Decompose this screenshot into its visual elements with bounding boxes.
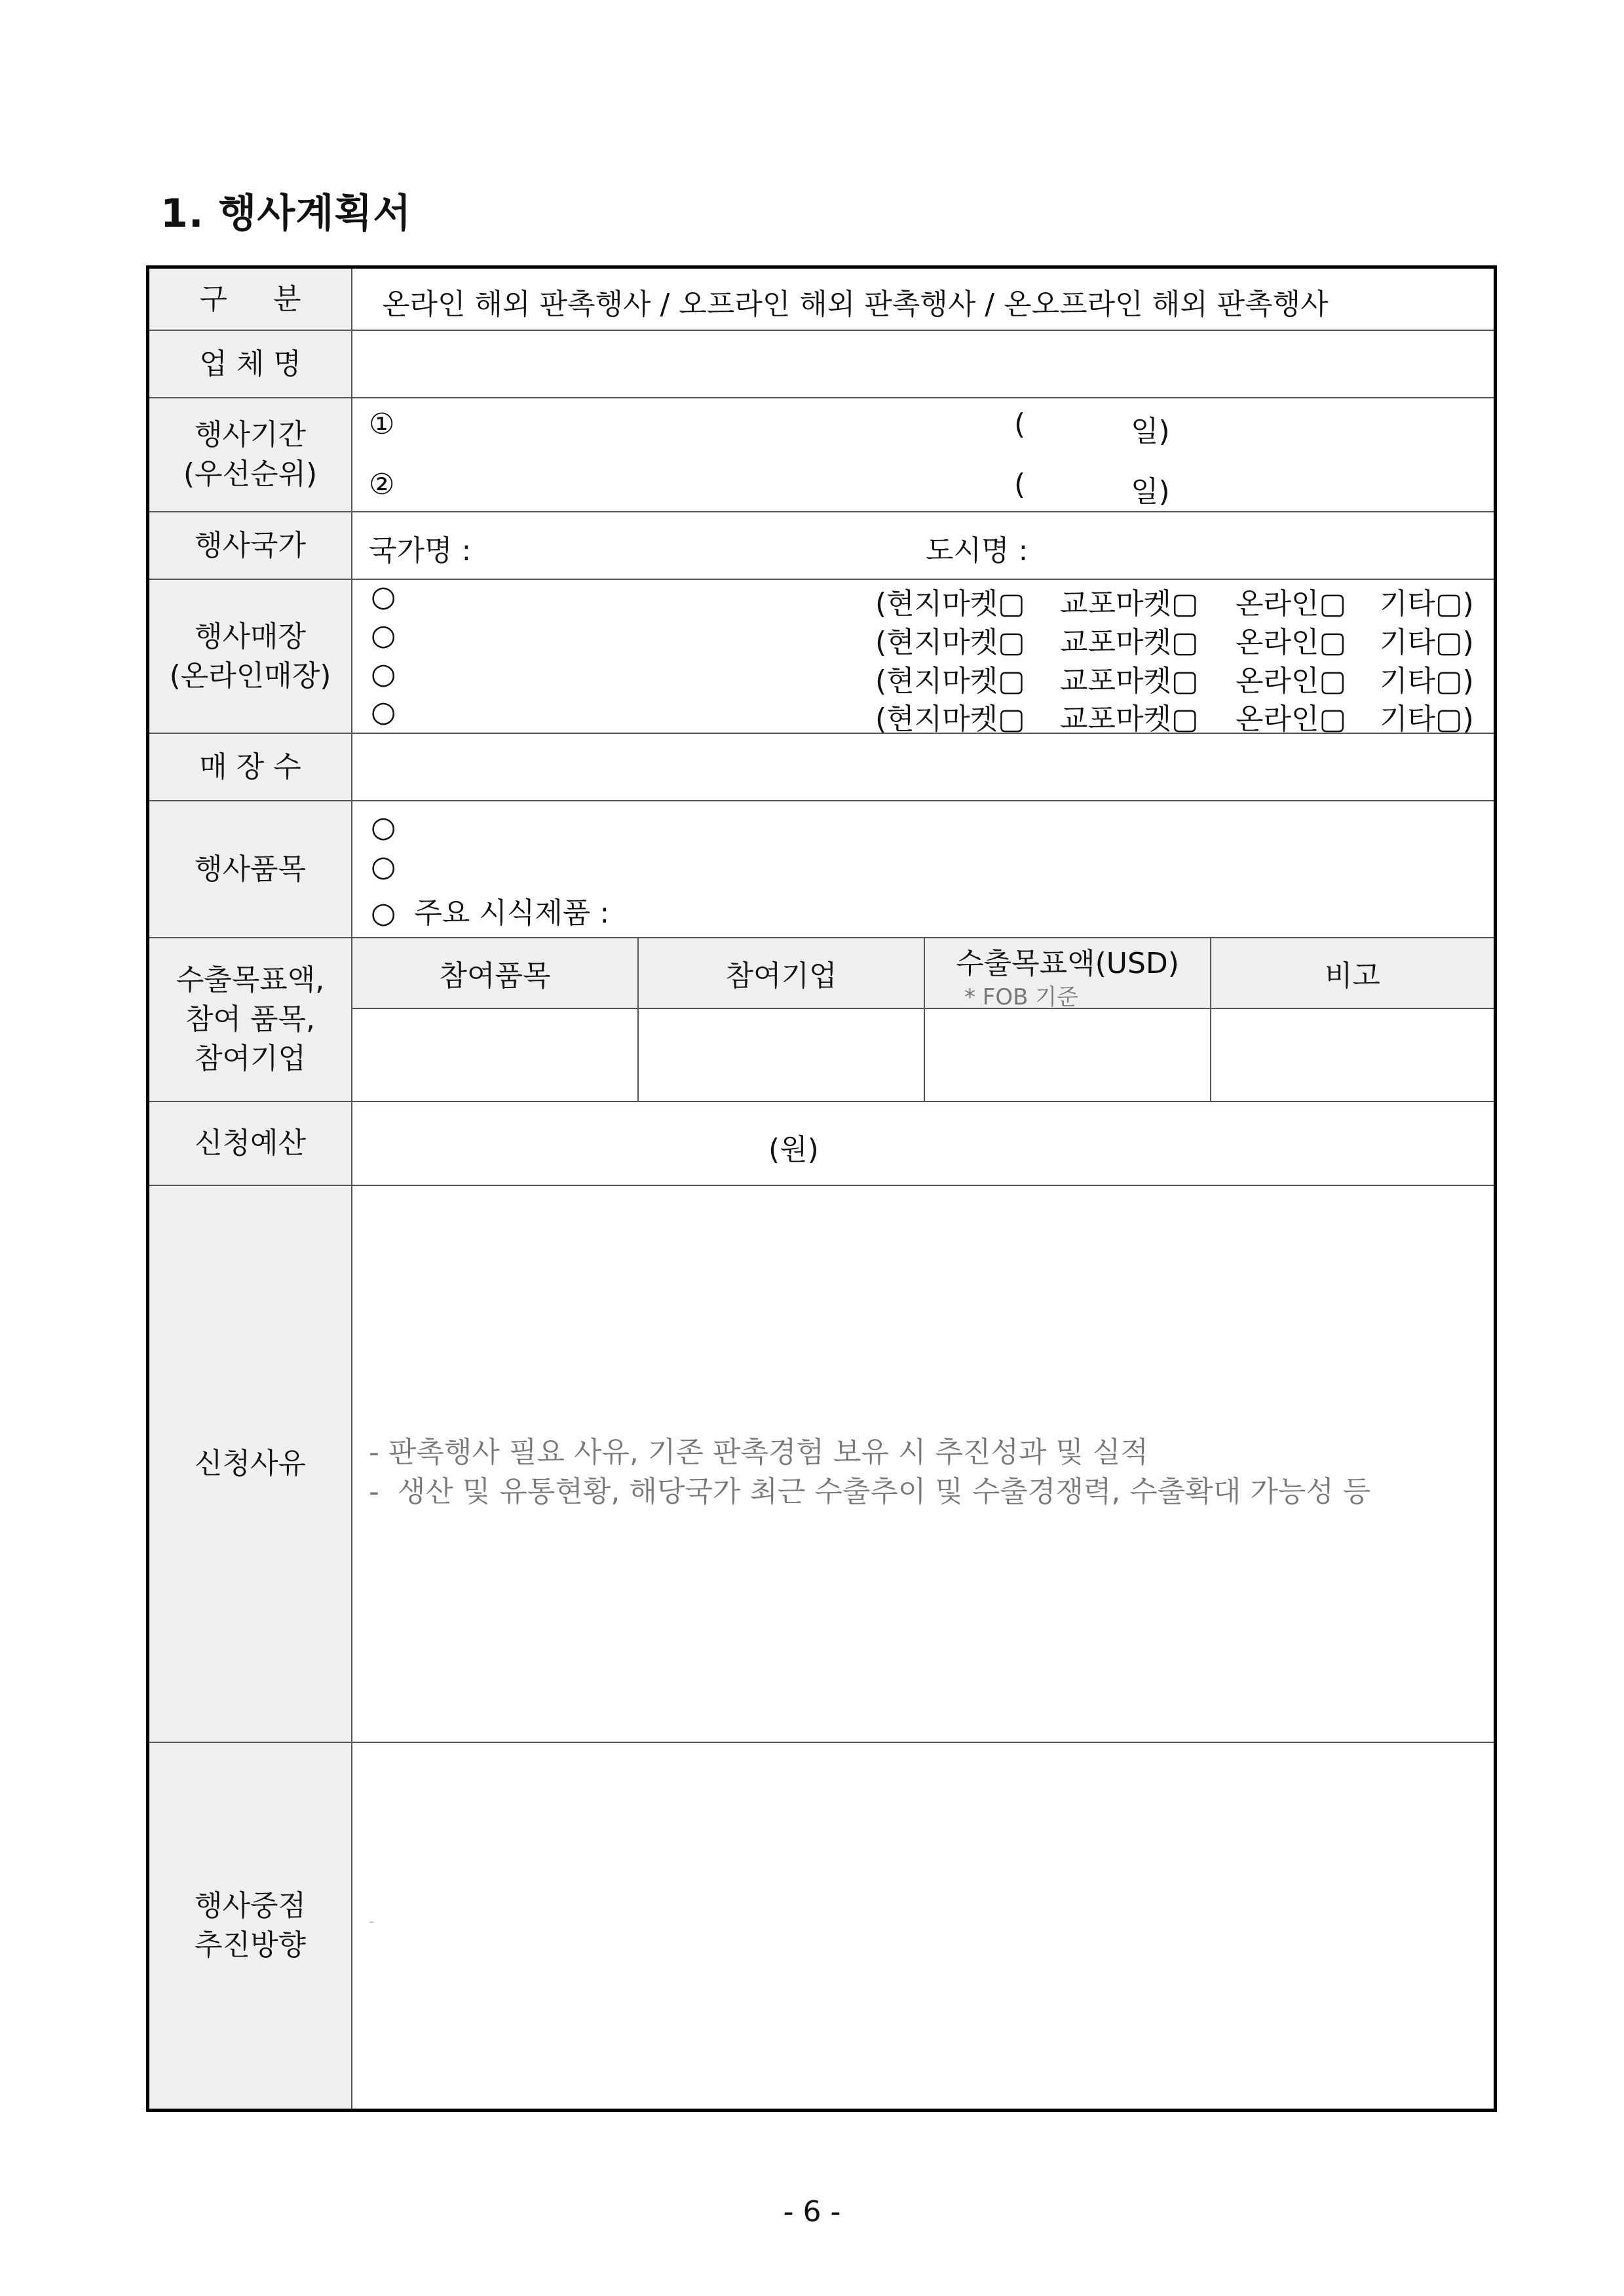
label-period-sub: (우선순위) <box>183 457 318 491</box>
country-name-label: 국가명 : <box>369 534 472 567</box>
label-focus-line1: 행사중점 <box>194 1889 306 1923</box>
input-reason[interactable] <box>352 1186 1494 1742</box>
period-1-number: ① <box>369 408 395 441</box>
store-1-bullet: ○ <box>371 580 396 613</box>
label-focus <box>149 1743 352 2109</box>
store-4-option-korean[interactable]: 교포마켓▢ <box>1060 702 1199 736</box>
export-header-row <box>352 938 1494 1009</box>
row-period <box>149 398 1494 512</box>
period-2-days: 일) <box>1131 475 1170 508</box>
input-items[interactable] <box>352 801 1494 937</box>
label-company: 업 체 명 <box>149 331 352 397</box>
store-2-option-online[interactable]: 온라인▢ <box>1236 626 1347 659</box>
label-country: 행사국가 <box>149 512 352 579</box>
header-target-amount-text: 수출목표액(USD) <box>956 947 1179 980</box>
header-items-text: 참여품목 <box>439 959 551 993</box>
period-2-open-paren: ( <box>1014 468 1026 501</box>
reason-hint-2: - 생산 및 유통현황, 해당국가 최근 수출추이 및 수출경쟁력, 수출확대 가능성 등 <box>369 1475 1371 1508</box>
label-focus-line2: 추진방향 <box>194 1928 306 1962</box>
document-title: 1. 행사계획서 <box>161 191 412 237</box>
input-store-count[interactable] <box>352 734 1494 800</box>
export-body-row <box>352 1009 1494 1101</box>
store-4-option-local[interactable]: (현지마켓▢ <box>875 702 1025 736</box>
store-2-option-local[interactable]: (현지마켓▢ <box>875 626 1025 659</box>
event-plan-table <box>146 265 1497 2112</box>
store-2-option-other[interactable]: 기타▢) <box>1380 626 1474 659</box>
store-1-option-online[interactable]: 온라인▢ <box>1236 587 1347 621</box>
reason-hint-1: - 판촉행사 필요 사유, 기존 판촉경험 보유 시 추진성과 및 실적 <box>369 1436 1148 1469</box>
header-items <box>352 938 639 1008</box>
label-export <box>149 938 352 1101</box>
label-type: 구 분 <box>149 269 352 330</box>
header-remarks <box>1211 938 1494 1008</box>
export-subtable <box>352 938 1494 1101</box>
label-period-main: 행사기간 <box>194 418 306 451</box>
store-1-option-local[interactable]: (현지마켓▢ <box>875 587 1025 621</box>
label-store-main: 행사매장 <box>194 619 306 653</box>
input-export-target[interactable] <box>925 1009 1211 1101</box>
store-3-bullet: ○ <box>371 657 396 691</box>
label-export-line3: 참여기업 <box>194 1042 306 1075</box>
page-number: - 6 - <box>783 2195 841 2229</box>
label-export-line1: 수출목표액, <box>176 963 325 997</box>
label-export-line2: 참여 품목, <box>185 1003 315 1036</box>
items-main-tasting: ○ 주요 시식제품 : <box>371 896 610 930</box>
city-name-label: 도시명 : <box>926 534 1029 567</box>
row-items <box>149 801 1494 938</box>
input-export-items[interactable] <box>352 1009 639 1101</box>
header-companies-text: 참여기업 <box>725 959 837 993</box>
focus-hint: - <box>369 1912 375 1930</box>
input-export-remarks[interactable] <box>1211 1009 1494 1101</box>
row-company <box>149 331 1494 398</box>
label-store-count: 매 장 수 <box>149 734 352 800</box>
store-2-bullet: ○ <box>371 619 396 652</box>
budget-unit: (원) <box>768 1133 819 1166</box>
store-1-option-other[interactable]: 기타▢) <box>1380 587 1474 621</box>
header-target-amount <box>925 938 1211 1008</box>
label-store <box>149 580 352 733</box>
row-type <box>149 269 1494 331</box>
store-4-bullet: ○ <box>371 695 396 729</box>
store-3-option-other[interactable]: 기타▢) <box>1380 664 1474 698</box>
row-store-count <box>149 734 1494 801</box>
store-2-option-korean[interactable]: 교포마켓▢ <box>1060 626 1199 659</box>
header-remarks-text: 비고 <box>1324 959 1380 993</box>
row-store <box>149 580 1494 734</box>
fob-note: * FOB 기준 <box>964 984 1078 1010</box>
items-bullet-1: ○ <box>371 811 396 844</box>
row-export <box>149 938 1494 1102</box>
input-company[interactable] <box>352 331 1494 397</box>
row-reason <box>149 1186 1494 1743</box>
input-country[interactable] <box>352 512 1494 579</box>
input-budget[interactable] <box>352 1102 1494 1185</box>
period-1-days: 일) <box>1131 415 1170 448</box>
label-items: 행사품목 <box>149 801 352 937</box>
header-companies <box>639 938 925 1008</box>
row-budget <box>149 1102 1494 1186</box>
type-options-text: 온라인 해외 판촉행사 / 오프라인 해외 판촉행사 / 온오프라인 해외 판촉행사 <box>382 288 1329 321</box>
input-store[interactable] <box>352 580 1494 736</box>
row-focus <box>149 1743 1494 2109</box>
input-focus[interactable] <box>352 1743 1494 2109</box>
store-3-option-local[interactable]: (현지마켓▢ <box>875 664 1025 698</box>
store-1-option-korean[interactable]: 교포마켓▢ <box>1060 587 1199 621</box>
store-3-option-online[interactable]: 온라인▢ <box>1236 664 1347 698</box>
store-4-option-online[interactable]: 온라인▢ <box>1236 702 1347 736</box>
input-export-companies[interactable] <box>639 1009 925 1101</box>
store-3-option-korean[interactable]: 교포마켓▢ <box>1060 664 1199 698</box>
items-bullet-2: ○ <box>371 850 396 883</box>
label-budget: 신청예산 <box>149 1102 352 1185</box>
label-reason: 신청사유 <box>149 1186 352 1742</box>
row-country <box>149 512 1494 580</box>
value-type[interactable] <box>352 269 1494 330</box>
label-period <box>149 398 352 511</box>
input-period[interactable] <box>352 398 1494 511</box>
period-1-open-paren: ( <box>1014 408 1026 441</box>
store-4-option-other[interactable]: 기타▢) <box>1380 702 1474 736</box>
label-store-sub: (온라인매장) <box>169 659 331 693</box>
period-2-number: ② <box>369 468 395 501</box>
